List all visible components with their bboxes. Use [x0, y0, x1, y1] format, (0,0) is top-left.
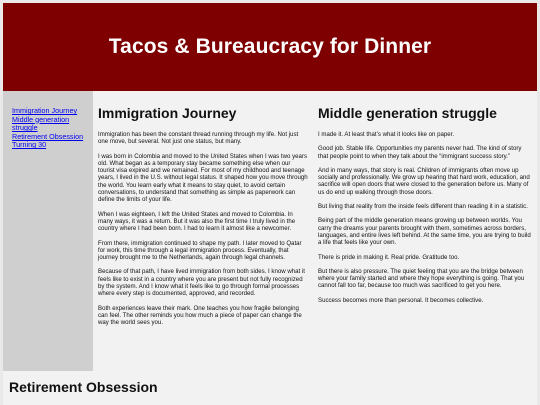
- main-content: [93, 91, 537, 371]
- article-middle-generation-struggle: [318, 105, 532, 311]
- article-title: Immigration Journey: [98, 105, 237, 121]
- sidebar-link-middle-generation-struggle[interactable]: Middle generation struggle: [12, 114, 70, 132]
- article-paragraph: Success becomes more than personal. It becomes collective.: [318, 296, 484, 304]
- article-paragraph: Being part of the middle generation means growing up between worlds. You carry the dreams your parents brought with them, sometimes across borders, languages, and entire lives left behind. At the same time, you are trying to build a life that feels like your own.: [318, 217, 531, 247]
- article-title: Middle generation struggle: [318, 105, 497, 121]
- sidebar-link-immigration-journey[interactable]: Immigration Journey: [12, 106, 78, 115]
- article-paragraph: From there, immigration continued to shape my path. I later moved to Qatar for work, this time through a legal immigration process. Eventually, that journey brought me to the Netherlands, again through legal channels.: [98, 239, 302, 262]
- site-header: [3, 3, 537, 91]
- article-paragraph: But living that reality from the inside feels different than reading it in a statistic.: [318, 203, 528, 211]
- site-title: Tacos & Bureaucracy for Dinner: [108, 35, 432, 58]
- page-frame: [3, 3, 537, 405]
- article-paragraph: When I was eighteen, I left the United States and moved to Colombia. In many ways, it was a return. But it was also the first time I truly lived in the country where I had been born. I had to learn it almost like a newcomer.: [98, 210, 296, 233]
- article-paragraph: Because of that path, I have lived immigration from both sides. I know what it feels like to exist in a country where you are present but not fully recognized by the system. And I know what it feels like to go through formal processes where every step is documented, approved, and recorded.: [98, 268, 305, 298]
- article-paragraph: I made it. At least that’s what it looks like on paper.: [318, 131, 455, 138]
- article-paragraph: Good job. Stable life. Opportunities my parents never had. The kind of story that people point to when they talk about the “immigrant success story.”: [318, 145, 522, 160]
- article-paragraph: But there is also pressure. The quiet feeling that you are the bridge between where your family started and where they hope everything is going. That you cannot fall too far, because too much was sacrificed to get you here.: [318, 267, 525, 290]
- article-paragraph: There is pride in making it. Real pride. Gratitude too.: [318, 253, 460, 261]
- article-paragraph: And in many ways, that story is real. Children of immigrants often move up socially and professionally. We grow up hearing that hard work, education, and sacrifice will open doors that were closed to the generation before us. Many of us do end up walking through those doors.: [318, 166, 530, 196]
- section-title: Retirement Obsession: [9, 379, 158, 395]
- article-paragraph: Immigration has been the constant thread running through my life. Not just one move, but several. Not just one status, but many.: [98, 131, 299, 146]
- sidebar-link-turning-30[interactable]: Turning 30: [12, 140, 47, 149]
- sidebar-nav: [3, 91, 93, 371]
- article-paragraph: I was born in Colombia and moved to the United States when I was two years old. What began as a temporary stay became something else when our tourist visa expired and we remained. For most of my childhood and teenage years, I lived in the U.S. without legal status. It shaped how you move through the world. You learn early what it means to stay quiet, to avoid certain conversations, to understand that something as simple as paperwork can define the limits of your life.: [98, 152, 308, 204]
- article-paragraph: Both experiences leave their mark. One teaches you how fragile belonging can feel. The other reminds you how much a piece of paper can change the way the world sees you.: [98, 304, 302, 327]
- sidebar-link-retirement-obsession[interactable]: Retirement Obsession: [12, 131, 84, 141]
- retirement-obsession-section: [3, 371, 537, 405]
- article-immigration-journey: [98, 105, 308, 334]
